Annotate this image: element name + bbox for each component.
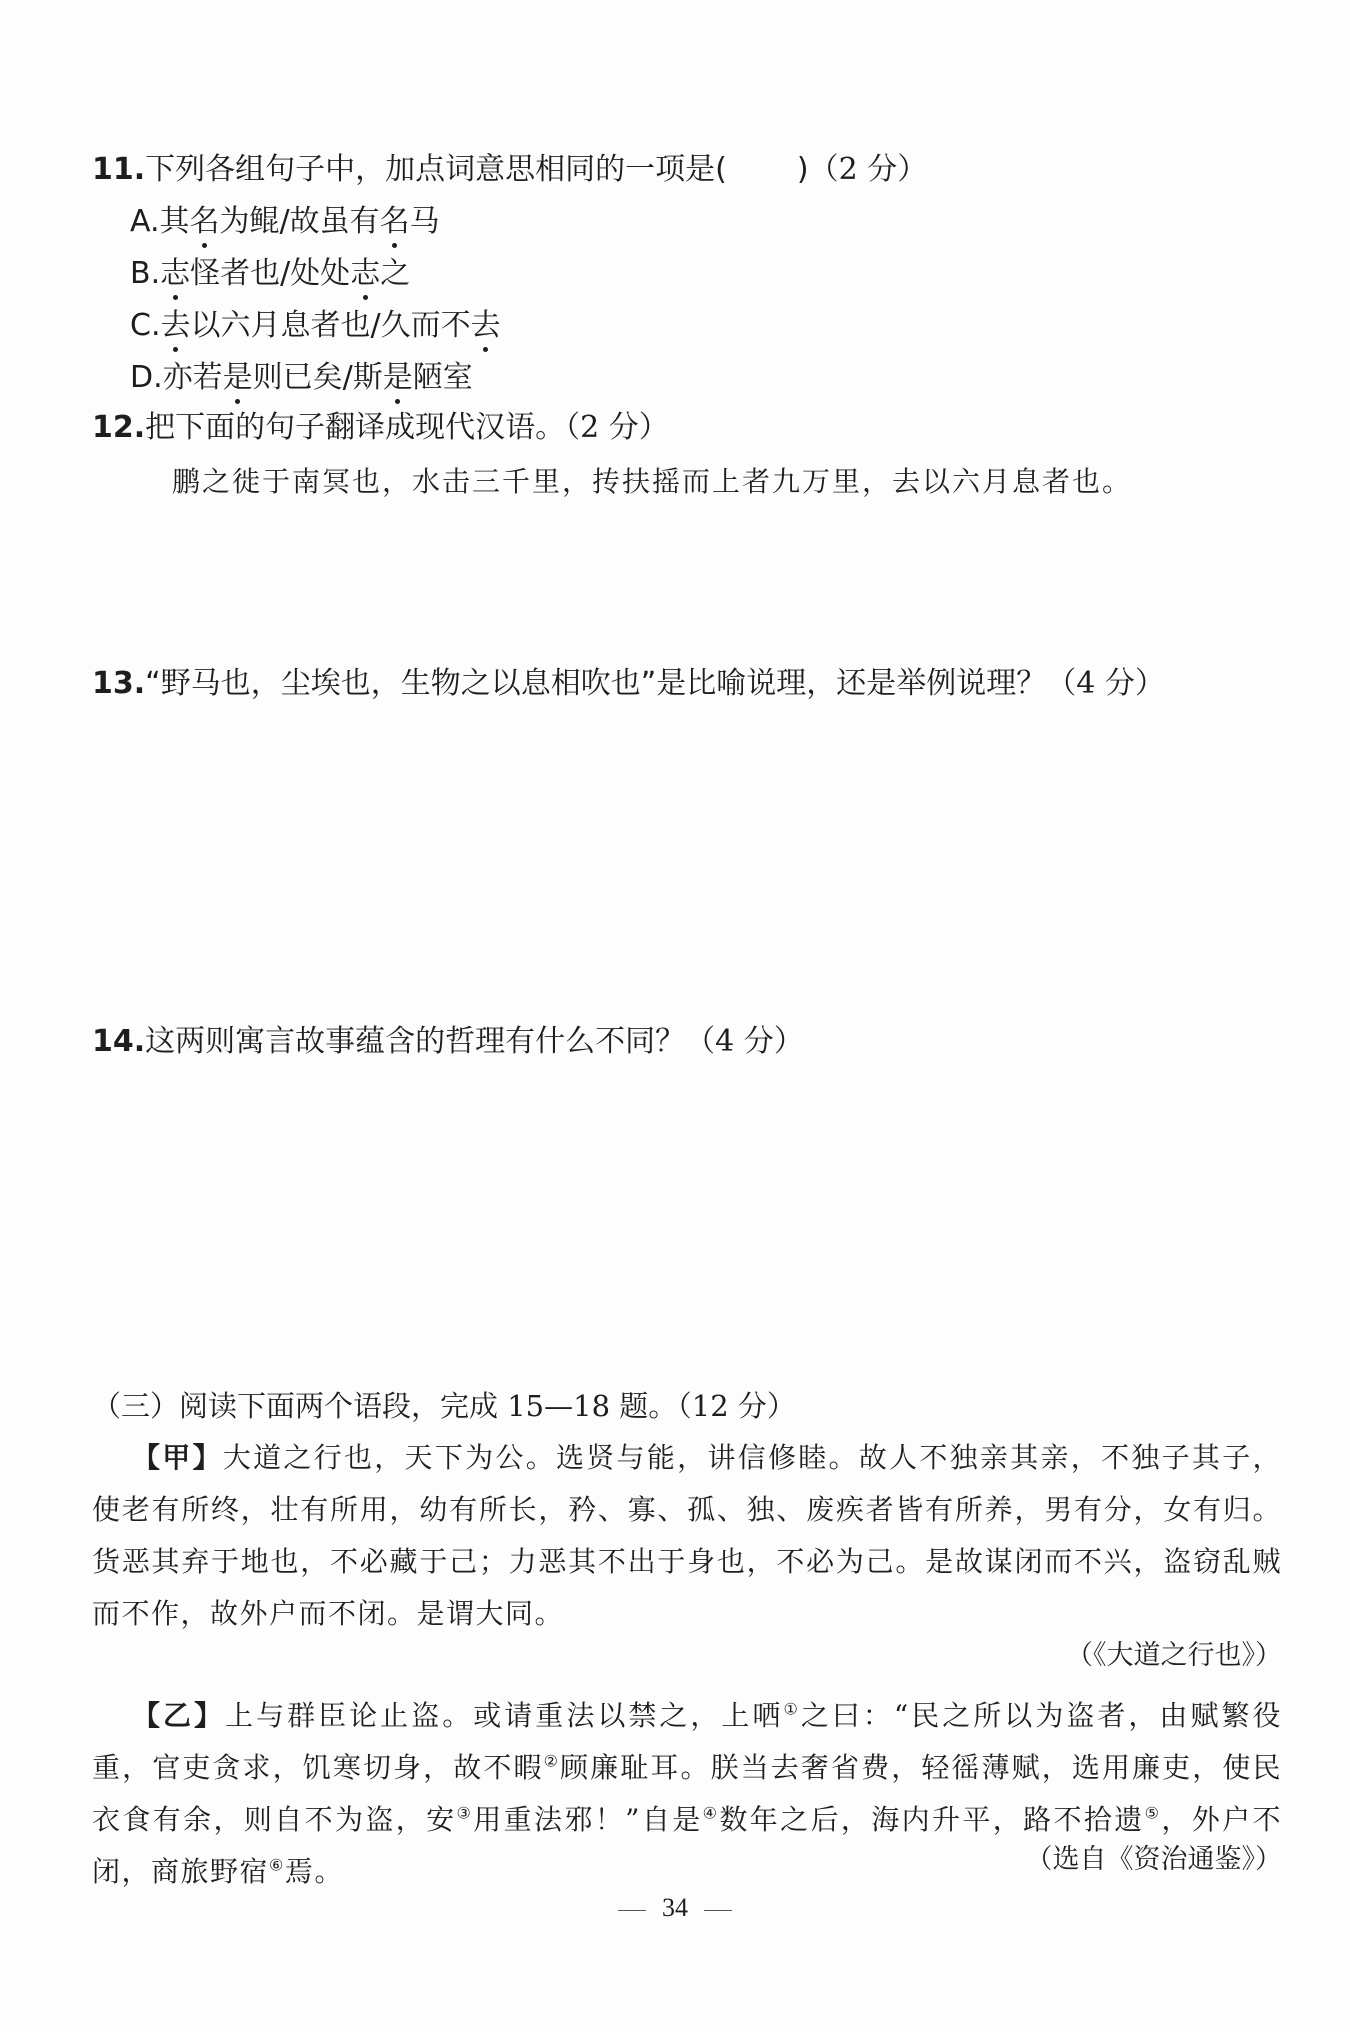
option-text: 怪者也/处处: [190, 256, 351, 291]
translation-sentence: 鹏之徙于南冥也，水击三千里，抟扶摇而上者九万里，去以六月息者也。: [172, 465, 1133, 498]
question-score: （2 分）: [808, 152, 928, 187]
page-number-dash: [704, 1910, 732, 1911]
passage-text: ，外户不闭，商旅野宿: [92, 1803, 1283, 1888]
footnote-marker: ⑤: [1144, 1803, 1162, 1823]
option-text: C.: [130, 308, 161, 343]
passage-text: 用重法邪！”自是: [473, 1803, 703, 1836]
dotted-word: 是: [383, 358, 413, 398]
question-13: [92, 664, 1165, 704]
passage-text: 大道之行也，天下为公。选贤与能，讲信修睦。故人不独亲其亲，不独子其子，使老有所终，壮有所用，幼有所长，矜、寡、孤、独、废疾者皆有所养，男有分，女有归。货恶其弃于地也，不必藏于己；力恶其不出于身也，不必为己。是故谋闭而不兴，盗窃乱贼而不作，故外户而不闭。是谓大同。: [92, 1441, 1282, 1630]
option-c: [130, 306, 501, 346]
question-score: （4 分）: [685, 1024, 804, 1059]
question-text: 这两则寓言故事蕴含的哲理有什么不同？: [145, 1024, 686, 1059]
dotted-word: 志: [350, 254, 380, 294]
footnote-marker: ①: [783, 1699, 801, 1719]
question-number: 14.: [92, 1024, 146, 1059]
question-text: “野马也，尘埃也，生物之以息相吹也”是比喻说理，还是举例说理？: [145, 666, 1047, 701]
option-text: 则已矣/斯: [252, 360, 383, 395]
page-number-dash: [618, 1910, 646, 1911]
dotted-word: 志: [160, 254, 190, 294]
question-number: 11.: [92, 152, 146, 187]
dotted-word: 去: [471, 306, 501, 346]
option-text: 马: [409, 204, 440, 239]
passage-jia: [92, 1432, 1282, 1640]
dotted-word: 名: [380, 202, 410, 242]
question-12: [92, 408, 669, 448]
option-d: [130, 358, 473, 398]
question-11: [92, 150, 927, 190]
question-14: [92, 1022, 804, 1062]
option-text: 为鲲/故虽有: [219, 204, 380, 239]
option-b: [130, 254, 410, 294]
passage-text: 数年之后，海内升平，路不拾遗: [719, 1803, 1145, 1836]
dotted-word: 是: [223, 358, 253, 398]
option-text: 以六月息者也/久而不: [190, 308, 471, 343]
passage-tag: 【甲】: [132, 1441, 223, 1474]
question-number: 13.: [92, 666, 146, 701]
section-title: （三）阅读下面两个语段，完成 15—18 题。（12 分）: [92, 1389, 796, 1423]
footnote-marker: ④: [702, 1803, 720, 1823]
option-a: [130, 202, 440, 242]
dotted-word: 名: [190, 202, 220, 242]
passage-source: （选自《资治通鉴》）: [1025, 1844, 1282, 1875]
passage-text: 之曰：“民之所以为盗者，由赋繁役重，官吏贪求，饥寒切身，故不暇: [92, 1699, 1282, 1784]
question-text: 把下面的句子翻译成现代汉语。: [145, 410, 566, 445]
dotted-word: 去: [160, 306, 190, 346]
question-number: 12.: [92, 410, 146, 445]
question-score: （2 分）: [565, 410, 669, 445]
page-number: [0, 1888, 1350, 1928]
option-text: D.亦若: [130, 360, 223, 395]
option-text: 陋室: [412, 360, 473, 395]
passage-text: 顾廉耻耳。朕当去奢省费，轻徭薄赋，选用廉吏，使民衣食有余，则自不为盗，安: [92, 1751, 1282, 1836]
answer-blank-close: ): [796, 152, 809, 187]
page-number-value: 34: [662, 1893, 688, 1922]
passage-source: （《大道之行也》）: [1066, 1640, 1282, 1671]
footnote-marker: ⑥: [269, 1855, 285, 1875]
passage-tag: 【乙】: [132, 1699, 226, 1732]
footnote-marker: ②: [543, 1751, 561, 1771]
question-score: （4 分）: [1046, 666, 1165, 701]
passage-text: 焉。: [284, 1855, 344, 1888]
option-text: B.: [130, 256, 161, 291]
question-text: 下列各组句子中，加点词意思相同的一项是(: [145, 152, 727, 187]
option-text: 之: [380, 256, 411, 291]
option-text: A.其: [130, 204, 190, 239]
passage-text: 上与群臣论止盗。或请重法以禁之，上哂: [225, 1699, 784, 1732]
footnote-marker: ③: [456, 1803, 474, 1823]
